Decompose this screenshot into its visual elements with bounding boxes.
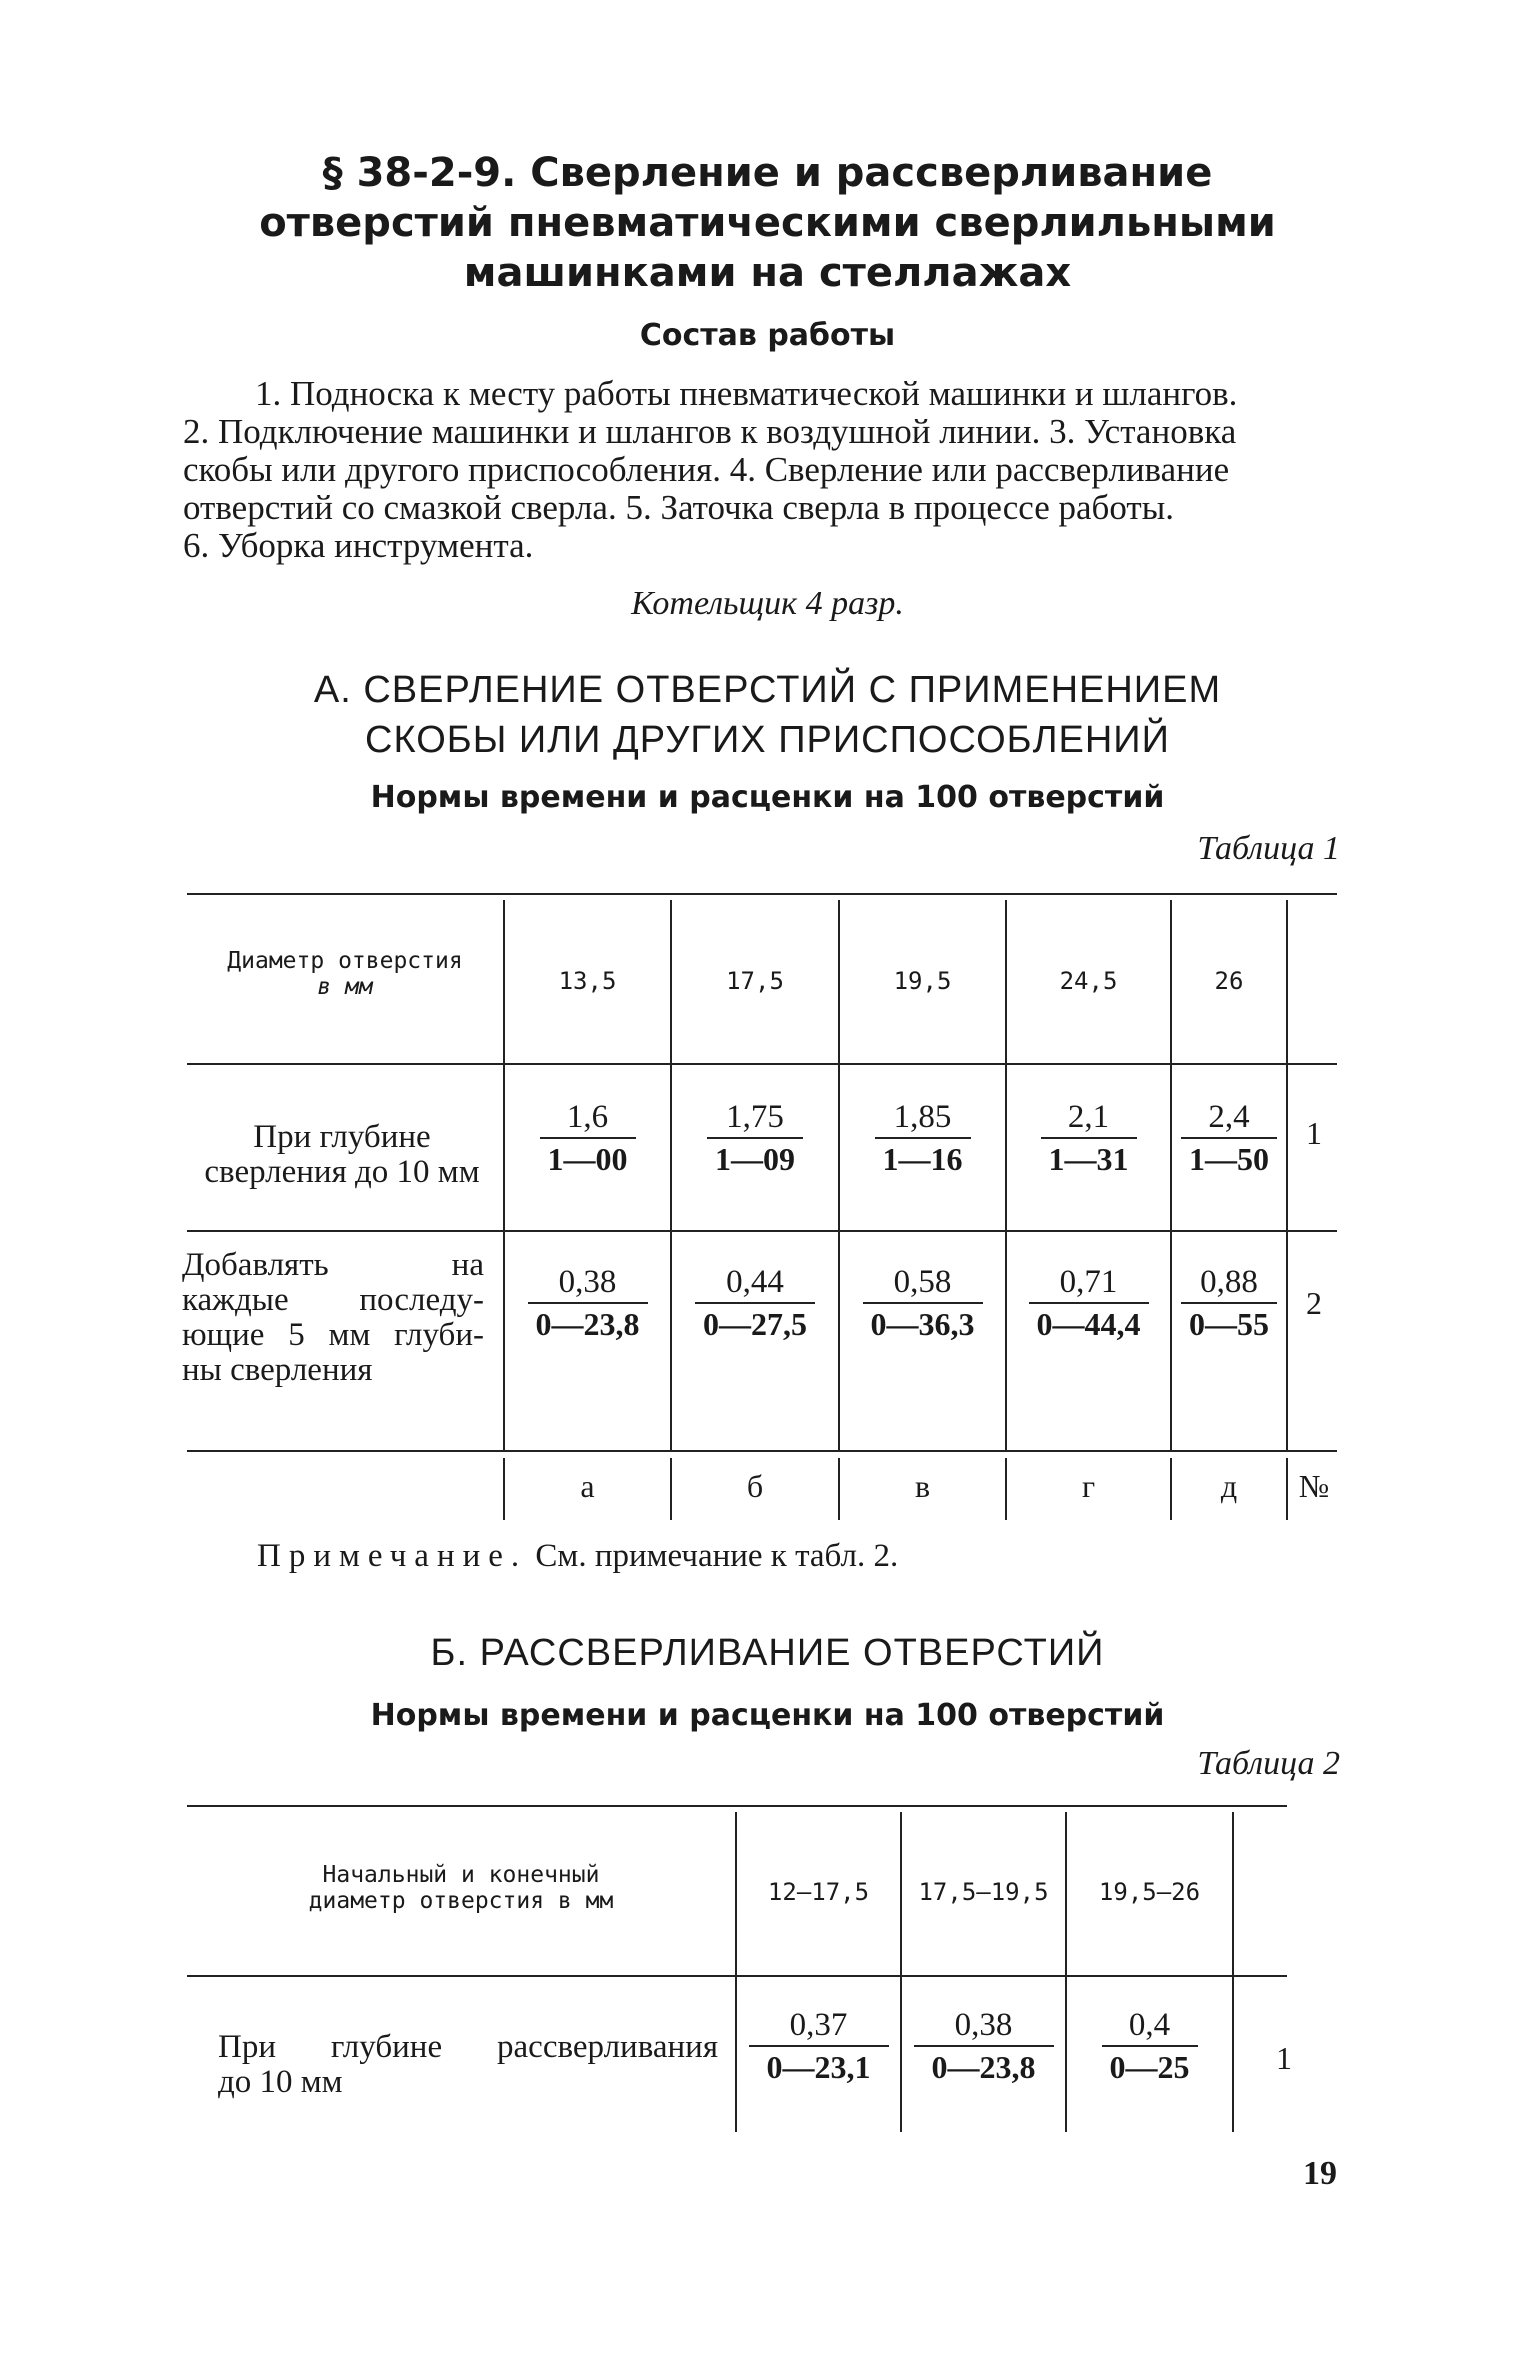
row-label-line: При глубине рассверливания <box>218 2029 718 2065</box>
row-label-line: ющие 5 мм глуби- <box>182 1317 484 1353</box>
time-norm: 1,75 <box>726 1099 784 1135</box>
diameter-header: 24,5 <box>1059 967 1118 995</box>
row-label <box>182 1120 502 1190</box>
rate: 0—55 <box>1189 1306 1269 1342</box>
work-line: 6. Уборка инструмента. <box>183 526 534 565</box>
column-letter: б <box>746 1468 764 1504</box>
part-a-title-line: СКОБЫ ИЛИ ДРУГИХ ПРИСПОСОБЛЕНИЙ <box>365 719 1170 761</box>
work-description <box>183 375 1343 565</box>
rate: 0—23,8 <box>931 2049 1036 2085</box>
column-letter: г <box>1081 1468 1096 1504</box>
table-1-note <box>257 1538 898 1575</box>
time-norm: 0,44 <box>726 1264 784 1300</box>
page-number: 19 <box>1303 2155 1337 2192</box>
norm-rate-cell <box>1172 1097 1286 1179</box>
table-header-label-line: Диаметр отверстия <box>227 948 463 974</box>
part-a-title-line: А. СВЕРЛЕНИЕ ОТВЕРСТИЙ С ПРИМЕНЕНИЕМ <box>313 669 1222 711</box>
time-norm: 2,4 <box>1208 1099 1250 1135</box>
work-line: отверстий со смазкой сверла. 5. Заточка сверла в процессе работы. <box>183 488 1174 527</box>
norm-rate-cell <box>840 1262 1005 1344</box>
section-title-line: машинками на стеллажах <box>463 250 1072 296</box>
diameter-header: 26 <box>1214 967 1244 995</box>
table-rule <box>187 1230 1337 1232</box>
time-norm: 1,85 <box>893 1099 952 1135</box>
diameter-range-header: 17,5—19,5 <box>918 1878 1049 1906</box>
rate: 1—16 <box>882 1141 963 1177</box>
time-norm: 0,37 <box>789 2007 848 2043</box>
rate: 0—23,1 <box>766 2049 871 2085</box>
table-1-label: Таблица 1 <box>1197 830 1340 867</box>
part-a-subtitle: Нормы времени и расценки на 100 отверстий <box>370 780 1165 815</box>
diameter-range-header: 19,5—26 <box>1098 1878 1201 1906</box>
table-rule <box>187 1805 1287 1807</box>
section-title-line: § 38-2-9. Сверление и рассверливание <box>322 150 1213 196</box>
rate: 1—31 <box>1048 1141 1129 1177</box>
row-label <box>218 2030 718 2100</box>
table-2-label: Таблица 2 <box>1197 1745 1340 1782</box>
table-rule <box>187 893 1337 895</box>
table-header-label <box>187 948 503 1000</box>
rate: 0—44,4 <box>1036 1306 1141 1342</box>
diameter-range-header: 12—17,5 <box>767 1878 870 1906</box>
time-norm: 0,38 <box>558 1264 617 1300</box>
time-norm: 0,88 <box>1200 1264 1258 1300</box>
row-label-line: ны сверления <box>182 1352 373 1388</box>
norm-rate-cell <box>840 1097 1005 1179</box>
row-label-line: При глубине <box>253 1119 431 1155</box>
rate: 0—27,5 <box>703 1306 807 1342</box>
table-column-divider <box>1286 900 1288 1450</box>
row-label-line: Добавлять на <box>182 1247 484 1283</box>
time-norm: 2,1 <box>1067 1099 1110 1135</box>
norm-rate-cell <box>1067 2005 1232 2087</box>
column-letter: а <box>580 1468 595 1504</box>
column-letter: д <box>1220 1468 1238 1504</box>
row-label-line: до 10 мм <box>218 2064 343 2100</box>
time-norm: 1,6 <box>566 1099 609 1135</box>
diameter-header: 17,5 <box>726 967 784 995</box>
norm-rate-cell <box>505 1097 670 1179</box>
rate: 0—25 <box>1109 2049 1190 2085</box>
table-rule <box>187 1975 1287 1977</box>
section-title <box>0 148 1535 298</box>
table-header-label-line: в мм <box>317 974 373 1000</box>
table-header-label-line: Начальный и конечный <box>322 1862 600 1888</box>
note-prefix: Примечание. <box>257 1538 528 1574</box>
norm-rate-cell <box>737 2005 900 2087</box>
row-number: 1 <box>1276 2040 1292 2076</box>
number-header: № <box>1298 1468 1330 1504</box>
worker-grade: Котельщик 4 разр. <box>631 585 904 622</box>
row-number: 2 <box>1306 1285 1322 1321</box>
rate: 1—50 <box>1189 1141 1269 1177</box>
table-header-label <box>187 1862 735 1914</box>
part-b-title: Б. РАССВЕРЛИВАНИЕ ОТВЕРСТИЙ <box>430 1632 1105 1674</box>
row-label-line: сверления до 10 мм <box>204 1154 480 1190</box>
section-title-line: отверстий пневматическими сверлильными <box>259 200 1276 246</box>
table-header-label-line: диаметр отверстия в мм <box>308 1888 614 1914</box>
work-heading: Состав работы <box>639 318 896 353</box>
work-line: скобы или другого приспособления. 4. Сверление или рассверливание <box>183 450 1230 489</box>
column-letter: в <box>914 1468 931 1504</box>
diameter-header: 19,5 <box>893 967 952 995</box>
table-rule <box>187 1063 1337 1065</box>
time-norm: 0,4 <box>1128 2007 1171 2043</box>
time-norm: 0,58 <box>893 1264 952 1300</box>
work-line: 1. Подноска к месту работы пневматической машинки и шлангов. <box>255 374 1238 413</box>
rate: 0—23,8 <box>535 1306 640 1342</box>
norm-rate-cell <box>1007 1097 1170 1179</box>
time-norm: 0,38 <box>954 2007 1013 2043</box>
row-label-line: каждые последу- <box>182 1282 484 1318</box>
norm-rate-cell <box>1007 1262 1170 1344</box>
rate: 1—09 <box>715 1141 795 1177</box>
time-norm: 0,71 <box>1059 1264 1118 1300</box>
note-text: См. примечание к табл. 2. <box>535 1538 899 1574</box>
norm-rate-cell <box>672 1262 838 1344</box>
row-label <box>182 1248 484 1388</box>
norm-rate-cell <box>1172 1262 1286 1344</box>
row-number: 1 <box>1306 1115 1322 1151</box>
norm-rate-cell <box>672 1097 838 1179</box>
rate: 0—36,3 <box>870 1306 975 1342</box>
table-column-divider <box>1232 1812 1234 2132</box>
norm-rate-cell <box>505 1262 670 1344</box>
part-b-subtitle: Нормы времени и расценки на 100 отверстий <box>370 1698 1165 1733</box>
table-rule <box>187 1450 1337 1452</box>
rate: 1—00 <box>547 1141 628 1177</box>
work-line: 2. Подключение машинки и шлангов к воздушной линии. 3. Установка <box>183 412 1237 451</box>
diameter-header: 13,5 <box>558 967 617 995</box>
part-a-title <box>0 665 1535 765</box>
norm-rate-cell <box>902 2005 1065 2087</box>
